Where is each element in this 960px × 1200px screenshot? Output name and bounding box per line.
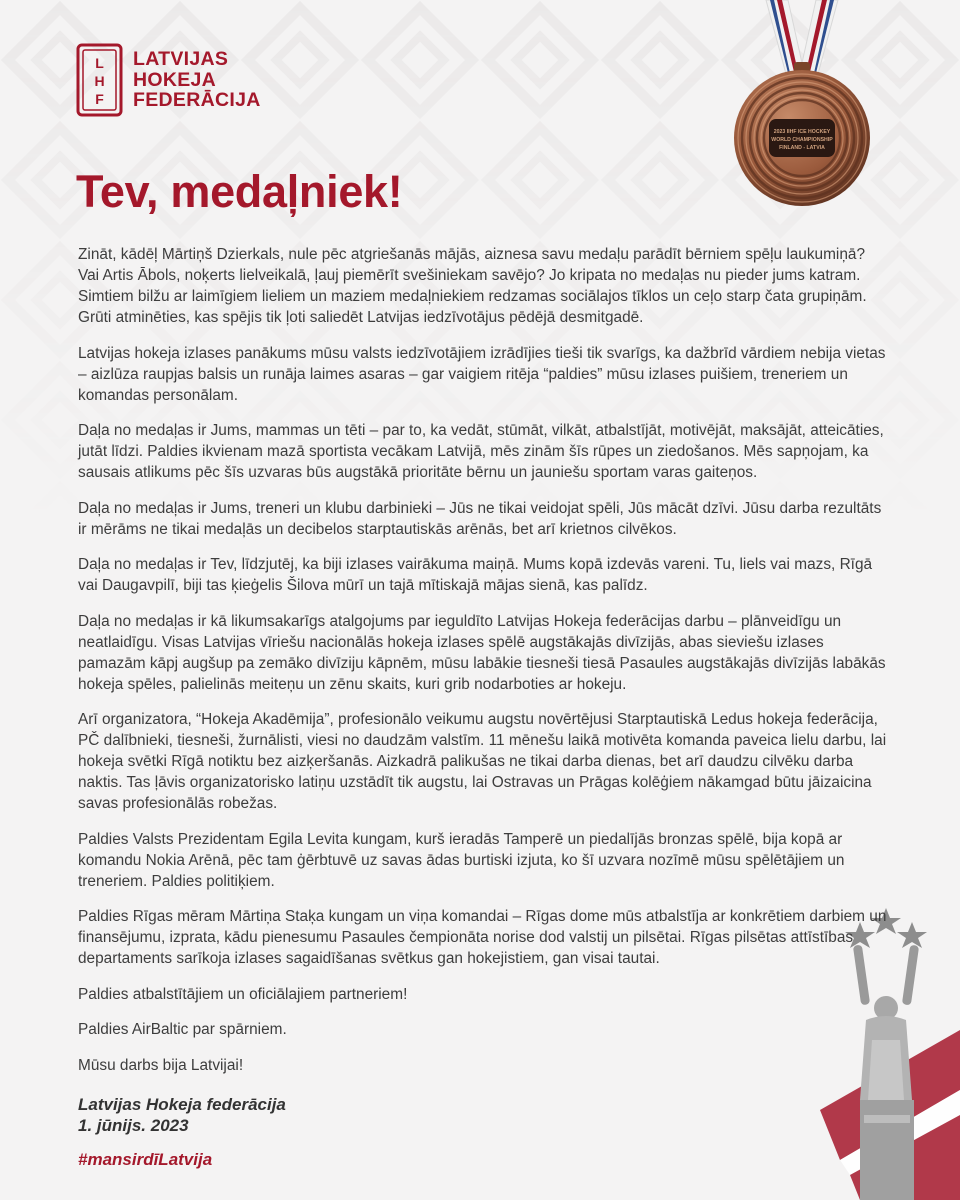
paragraph: Arī organizatora, “Hokeja Akadēmija”, profesionālo veikumu augstu novērtējusi Starptautiskā Ledus hokeja federācija, PČ dalībnieki, tiesneši, žurnālisti, viesi no daudzām valstīm. 11 mēnešu laikā motivēta komanda paveica lielu darbu, lai hokeja svētki Rīgā notiktu bez aizķeršanās. Aizkadrā palikušas ne tikai darba dienas, bet arī daudzu cilvēku darba naktis. Tas ļāvis organizatorisko latiņu uzstādīt tik augstu, lai Ostravas un Prāgas kolēģiem nākamgad būtu jāizaicina savas profesionālās robežas. (78, 711, 887, 812)
paragraph: Daļa no medaļas ir Tev, līdzjutēj, ka biji izlases vairākuma maiņā. Mums kopā izdevās vareni. Tu, liels vai mazs, Rīgā vai Daugavpilī, biji tas ķieģelis Šilova mūrī un tajā mītiskajā mājas sienā, kas palīdz. (78, 556, 873, 594)
hashtag: #mansirdīLatvija (78, 1149, 213, 1169)
emblem-letter-h: H (94, 73, 105, 89)
bronze-medal-icon (722, 0, 882, 208)
paragraph: Paldies Valsts Prezidentam Egila Levita kungam, kurš ieradās Tamperē un piedalījās bronzas spēlē, bija kopā ar komandu Nokia Arēnā, pēc tam ģērbtuvē uz savas ādas burtiski izjuta, ko šī uzvara nozīmē mūsu spēlētājiem un treneriem. Paldies politiķiem. (78, 830, 845, 890)
emblem-letter-f: F (95, 91, 104, 107)
paragraph: Paldies AirBaltic par spārniem. (78, 1021, 287, 1038)
logo-line-3: FEDERĀCIJA (133, 89, 261, 112)
logo-line-2: HOKEJA (133, 68, 217, 91)
paragraph: Paldies atbalstītājiem un oficiālajiem partneriem! (78, 985, 408, 1003)
paragraph: Daļa no medaļas ir kā likumsakarīgs atalgojums par ieguldīto Latvijas Hokeja federācijas darbu – plānveidīgu un neatlaidīgu. Visas Latvijas vīriešu nacionālās hokeja izlases spēlē augstākajās divīzijās, abas sieviešu izlases pamazām kāpj augšup pa zemāko divīziju kāpnēm, mūsu labākie tiesneši tiesā Pasaules augstākajās divīzijās labākās hokeja spēles, palielinās meiteņu un zēnu skaits, kuri grib nodarboties ar hokeju. (78, 612, 886, 693)
medal-inscription-1: 2023 IIHF ICE HOCKEY (773, 129, 831, 135)
signature-date: 1. jūnijs. 2023 (78, 1115, 189, 1135)
lhf-logo (76, 43, 261, 117)
medal-inscription-2: WORLD CHAMPIONSHIP (771, 137, 833, 143)
emblem-letter-l: L (95, 55, 104, 71)
medal-inscription-3: FINLAND - LATVIA (779, 145, 825, 151)
logo-wordmark (133, 49, 261, 111)
lhf-emblem-icon (76, 43, 123, 117)
letter-body (78, 244, 888, 1170)
medal-ribbon (766, 0, 838, 76)
paragraph: Daļa no medaļas ir Jums, treneri un klubu darbinieki – Jūs ne tikai veidojat spēli, Jūs mācāt dzīvi. Jūsu darba rezultāts ir mērāms ne tikai medaļās un decibelos starptautiskās arēnās, bet arī krietnos cilvēkos. (78, 499, 882, 538)
signature (78, 1094, 888, 1136)
paragraph: Paldies Rīgas mēram Mārtiņa Staķa kungam un viņa komandai – Rīgas dome mūs atbalstīja ar konkrētiem darbiem un finansējumu, izprata, kādu pienesumu Pasaules čempionāta norise dod valstij un pilsētai. Rīgas pilsētas attīstības departaments sarīkoja izlases sagaidīšanas svētkus gan hokejistiem, gan visai tautai. (78, 908, 887, 967)
paragraph: Zināt, kādēļ Mārtiņš Dzierkals, nule pēc atgriešanās mājās, aiznesa savu medaļu parādīt bērniem spēļu laukumiņā? Vai Artis Ābols, noķerts lielveikalā, ļauj piemērīt svešiniekam savējo? Jo kripata no medaļas nu pieder jums katram. Simtiem bilžu ar laimīgiem lieliem un maziem medaļniekiem redzamas sociālajos tīklos un ceļo starp čata grupiņām. Grūti atminēties, kas spējis tik ļoti saliedēt Latvijas iedzīvotājus pēdējā desmitgadē. (78, 246, 867, 326)
page-title: Tev, medaļniek! (76, 166, 403, 217)
paragraph: Latvijas hokeja izlases panākums mūsu valsts iedzīvotājiem izrādījies tieši tik svarīgs, ka dažbrīd vārdiem nebija vietas – aizlūza raupjas balsis un runāja laimes asaras – gar vaigiem ritēja “paldies” mūsu izlases puišiem, treneriem un komandas personālam. (78, 344, 886, 404)
paragraph: Daļa no medaļas ir Jums, mammas un tēti – par to, ka vedāt, stūmāt, vilkāt, atbalstījāt, motivējāt, maksājāt, atteicāties, jutāt līdzi. Paldies ikvienam mazā sportista vecākam Latvijā, mēs zinām šīs rūpes un ziedošanos. Mēs sapņojam, ka sausais atlikums pēc šīs uzvaras būs augstākā prioritāte bērnu un jauniešu sportam varas gaiteņos. (78, 422, 884, 481)
signature-org: Latvijas Hokeja federācija (78, 1094, 286, 1114)
logo-line-1: LATVIJAS (133, 48, 229, 71)
paragraph: Mūsu darbs bija Latvijai! (78, 1056, 244, 1074)
